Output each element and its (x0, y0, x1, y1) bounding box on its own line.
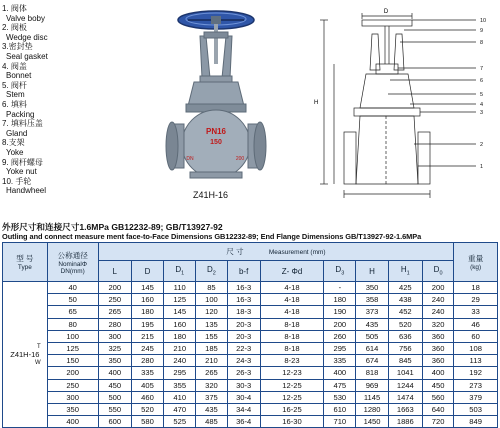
table-cell: 240 (164, 355, 196, 367)
table-cell: 4-18 (260, 282, 323, 294)
drawing-num-4: 4 (480, 102, 484, 108)
part-name-cn: 2. 阀板 (2, 23, 27, 33)
table-cell: 460 (131, 391, 163, 403)
part-name-cn: 7. 填料压盖 (2, 119, 43, 129)
table-cell: 160 (164, 318, 196, 330)
header-measurement-en: Measurement (mm) (268, 249, 326, 256)
table-cell: 12-23 (260, 367, 323, 379)
table-cell: 425 (388, 282, 422, 294)
table-cell: 200 (47, 367, 98, 379)
table-cell: 195 (131, 318, 163, 330)
table-cell: 560 (422, 391, 453, 403)
table-cell: 375 (196, 391, 227, 403)
table-cell: 475 (324, 379, 356, 391)
column-header-label: Z- Φd (281, 266, 303, 276)
table-cell: 435 (356, 318, 388, 330)
table-cell: 16-3 (227, 294, 260, 306)
table-cell: 300 (98, 330, 131, 342)
table-cell: 280 (131, 355, 163, 367)
table-cell: 4-18 (260, 306, 323, 318)
table-cell: 640 (422, 403, 453, 415)
table-cell: 503 (454, 403, 498, 415)
table-cell: 8-18 (260, 318, 323, 330)
table-cell: 16-25 (260, 403, 323, 415)
table-cell: 4-18 (260, 294, 323, 306)
table-cell: 379 (454, 391, 498, 403)
technical-drawing (300, 4, 498, 208)
header-weight-unit: (kg) (470, 264, 482, 271)
table-cell: 250 (98, 294, 131, 306)
part-name-en: Seal gasket (6, 51, 48, 61)
table-cell: 400 (47, 416, 98, 428)
header-weight (454, 243, 498, 282)
table-cell: 295 (324, 342, 356, 354)
table-cell: 405 (131, 379, 163, 391)
table-cell: 400 (98, 367, 131, 379)
table-cell: 145 (131, 282, 163, 294)
table-row (3, 282, 498, 294)
table-cell: 756 (388, 342, 422, 354)
column-header (422, 261, 453, 282)
table-cell: 280 (98, 318, 131, 330)
column-header (98, 261, 131, 282)
table-cell: 240 (422, 294, 453, 306)
table-cell: 145 (164, 306, 196, 318)
part-name-cn: 6. 填料 (2, 99, 27, 109)
table-cell: 113 (454, 355, 498, 367)
drawing-num-1: 1 (480, 164, 484, 170)
column-header (324, 261, 356, 282)
model-mark: W (35, 359, 41, 366)
table-cell: 60 (454, 330, 498, 342)
table-cell: 22-3 (227, 342, 260, 354)
column-header-subscript: 2 (212, 270, 216, 277)
drawing-num-5: 5 (480, 92, 484, 98)
part-name-cn: 3.密封垫 (2, 42, 33, 52)
table-cell: 505 (356, 330, 388, 342)
column-header (164, 261, 196, 282)
part-name-cn: 1. 阀体 (2, 4, 27, 13)
table-cell: 200 (324, 318, 356, 330)
table-cell: 36-4 (227, 416, 260, 428)
column-header-subscript: 3 (341, 270, 345, 277)
table-cell: 485 (196, 416, 227, 428)
table-row (3, 355, 498, 367)
column-header-label: D (144, 266, 151, 276)
table-cell: 818 (356, 367, 388, 379)
column-header-label: D (335, 265, 342, 275)
table-cell: 160 (131, 294, 163, 306)
table-body (3, 282, 498, 428)
table-cell: 350 (47, 403, 98, 415)
part-name-cn: 5. 阀杆 (2, 80, 27, 90)
table-cell: 108 (454, 342, 498, 354)
table-cell: 8-18 (260, 330, 323, 342)
header-measurement (98, 243, 454, 261)
table-cell: 125 (164, 294, 196, 306)
header-type-en: Type (17, 264, 32, 271)
valve-photo (150, 6, 285, 184)
table-cell: 373 (356, 306, 388, 318)
photo-label-size: 150 (210, 139, 222, 146)
part-name-cn: 8.支架 (2, 138, 25, 148)
table-cell: 849 (454, 416, 498, 428)
table-cell: 85 (196, 282, 227, 294)
table-cell: 100 (47, 330, 98, 342)
table-cell: 710 (324, 416, 356, 428)
table-cell: 450 (98, 379, 131, 391)
table-cell: 46 (454, 318, 498, 330)
photo-label-pn: PN16 (205, 127, 227, 136)
photo-caption: Z41H-16 (193, 190, 229, 200)
table-cell: 1474 (388, 391, 422, 403)
drawing-num-2: 2 (480, 142, 484, 148)
table-cell: 438 (388, 294, 422, 306)
table-cell: 600 (98, 416, 131, 428)
table-cell: 50 (47, 294, 98, 306)
table-cell: 260 (324, 330, 356, 342)
table-cell: 245 (131, 342, 163, 354)
table-row (3, 330, 498, 342)
table-cell: 33 (454, 306, 498, 318)
table-cell: 210 (164, 342, 196, 354)
header-dn (47, 243, 98, 282)
table-cell: 16-3 (227, 282, 260, 294)
table-cell: 295 (164, 367, 196, 379)
table-cell: 8-23 (260, 355, 323, 367)
table-cell: 16-30 (260, 416, 323, 428)
table-cell: 192 (454, 367, 498, 379)
table-cell: 500 (98, 391, 131, 403)
photo-label-dn: DN (186, 156, 194, 162)
table-cell: 155 (196, 330, 227, 342)
table-cell: 360 (422, 342, 453, 354)
table-cell: 12-25 (260, 379, 323, 391)
table-cell: 300 (47, 391, 98, 403)
table-cell: 8-18 (260, 342, 323, 354)
table-cell: 273 (454, 379, 498, 391)
column-header-label: D (207, 265, 213, 275)
part-name-en: Handwheel (6, 186, 47, 196)
part-name-en: Packing (6, 109, 35, 119)
table-cell: 360 (422, 330, 453, 342)
part-name-en: Wedge disc (6, 32, 48, 42)
table-cell: 12-25 (260, 391, 323, 403)
table-title-en: Outling and connect measure ment face-to-Face Dimensions GB12232-89; End Flange Dimensions GB/T13927-92-1.6MPa (2, 232, 422, 241)
table-cell: 845 (388, 355, 422, 367)
table-cell: 358 (356, 294, 388, 306)
dimensions-table (2, 242, 498, 428)
table-row (3, 318, 498, 330)
table-cell: 435 (196, 403, 227, 415)
table-cell: 400 (324, 367, 356, 379)
column-header (356, 261, 388, 282)
table-cell: 180 (324, 294, 356, 306)
table-cell: 240 (422, 306, 453, 318)
part-name-en: Valve boby (6, 13, 45, 23)
column-header (131, 261, 163, 282)
part-name-en: Gland (6, 128, 28, 138)
drawing-num-7: 7 (480, 66, 484, 72)
header-dn-cn: 公称通径 (57, 250, 88, 260)
table-cell: 180 (164, 330, 196, 342)
part-name-en: Yoke nut (6, 167, 37, 177)
table-cell: 550 (98, 403, 131, 415)
column-header-label: H (400, 265, 407, 275)
column-header-subscript: 1 (406, 270, 410, 277)
column-header-label: D (175, 265, 182, 275)
table-cell: 100 (196, 294, 227, 306)
part-name-cn: 4. 阀盖 (2, 61, 27, 71)
table-cell: 150 (47, 355, 98, 367)
table-cell: 335 (131, 367, 163, 379)
column-header-label: H (369, 266, 375, 276)
header-weight-cn: 重量 (468, 254, 484, 263)
part-name-en: Stem (6, 90, 25, 100)
header-measurement-cn: 尺 寸 (226, 247, 244, 256)
table-cell: 1145 (356, 391, 388, 403)
table-row (3, 367, 498, 379)
table-cell: 18-3 (227, 306, 260, 318)
table-cell: 580 (131, 416, 163, 428)
table-cell: 350 (356, 282, 388, 294)
table-cell: 400 (422, 367, 453, 379)
table-cell: 210 (196, 355, 227, 367)
column-header-label: b-f (238, 266, 249, 276)
table-cell: 470 (164, 403, 196, 415)
column-header-subscript: 1 (181, 270, 185, 277)
drawing-num-6: 6 (480, 78, 484, 84)
table-cell: 720 (422, 416, 453, 428)
header-type (3, 243, 48, 282)
table-cell: - (324, 282, 356, 294)
part-name-cn: 10. 手轮 (2, 176, 32, 186)
table-cell: 1244 (388, 379, 422, 391)
table-cell: 520 (388, 318, 422, 330)
table-cell: 610 (324, 403, 356, 415)
table-title-cn: 外形尺寸和连接尺寸1.6MPa GB12232-89; GB/T13927-92 (2, 222, 223, 232)
table-cell: 350 (98, 355, 131, 367)
table-cell: 452 (388, 306, 422, 318)
table-cell: 65 (47, 306, 98, 318)
drawing-dim-h: H (314, 100, 319, 106)
column-header-label: L (112, 266, 117, 276)
column-header (227, 261, 260, 282)
table-cell: 614 (356, 342, 388, 354)
table-cell: 450 (422, 379, 453, 391)
table-cell: 1041 (388, 367, 422, 379)
table-cell: 335 (324, 355, 356, 367)
table-cell: 20-3 (227, 330, 260, 342)
table-cell: 30-4 (227, 391, 260, 403)
table-row (3, 306, 498, 318)
model-mark: T (37, 343, 41, 350)
drawing-num-8: 8 (480, 40, 484, 46)
table-cell: 34-4 (227, 403, 260, 415)
table-cell: 1280 (356, 403, 388, 415)
column-header (260, 261, 323, 282)
table-cell: 200 (98, 282, 131, 294)
table-cell: 320 (196, 379, 227, 391)
table-row (3, 403, 498, 415)
table-cell: 320 (422, 318, 453, 330)
table-cell: 520 (131, 403, 163, 415)
table-cell: 1663 (388, 403, 422, 415)
table-cell: 30-3 (227, 379, 260, 391)
column-header-label: D (433, 265, 440, 275)
part-name-en: Bonnet (6, 71, 32, 81)
table-cell: 525 (164, 416, 196, 428)
parts-list (2, 4, 120, 196)
photo-label-200: 200 (235, 156, 245, 162)
table-cell: 110 (164, 282, 196, 294)
table-cell: 636 (388, 330, 422, 342)
table-row (3, 294, 498, 306)
table-cell: 200 (422, 282, 453, 294)
table-cell: 18 (454, 282, 498, 294)
table-cell: 185 (196, 342, 227, 354)
table-cell: 24-3 (227, 355, 260, 367)
table-row (3, 391, 498, 403)
header-dn-en: NominalΦ DN(mm) (58, 260, 87, 275)
table-cell: 20-3 (227, 318, 260, 330)
column-header (196, 261, 227, 282)
table-cell: 1886 (388, 416, 422, 428)
table-cell: 125 (47, 342, 98, 354)
column-header (388, 261, 422, 282)
table-cell: 325 (98, 342, 131, 354)
model-name: Z41H-16 (10, 349, 40, 359)
table-row (3, 416, 498, 428)
table-cell: 355 (164, 379, 196, 391)
table-cell: 40 (47, 282, 98, 294)
model-cell (3, 282, 48, 428)
table-cell: 26-3 (227, 367, 260, 379)
table-cell: 674 (356, 355, 388, 367)
table-cell: 180 (131, 306, 163, 318)
table-cell: 969 (356, 379, 388, 391)
table-cell: 120 (196, 306, 227, 318)
drawing-num-3: 3 (480, 110, 484, 116)
table-cell: 29 (454, 294, 498, 306)
table-cell: 265 (196, 367, 227, 379)
column-header-subscript: 0 (439, 270, 443, 277)
table-cell: 410 (164, 391, 196, 403)
table-cell: 80 (47, 318, 98, 330)
drawing-num-10: 10 (480, 18, 487, 24)
table-row (3, 379, 498, 391)
header-type-cn: 型 号 (16, 254, 34, 263)
table-cell: 190 (324, 306, 356, 318)
part-name-en: Yoke (6, 147, 24, 157)
table-cell: 530 (324, 391, 356, 403)
drawing-dim-d: D (383, 9, 389, 15)
table-row (3, 342, 498, 354)
table-cell: 1450 (356, 416, 388, 428)
table-cell: 265 (98, 306, 131, 318)
part-name-cn: 9. 阀杆螺母 (2, 157, 43, 167)
table-cell: 250 (47, 379, 98, 391)
table-cell: 215 (131, 330, 163, 342)
table-cell: 135 (196, 318, 227, 330)
drawing-num-9: 9 (480, 28, 484, 34)
table-cell: 360 (422, 355, 453, 367)
